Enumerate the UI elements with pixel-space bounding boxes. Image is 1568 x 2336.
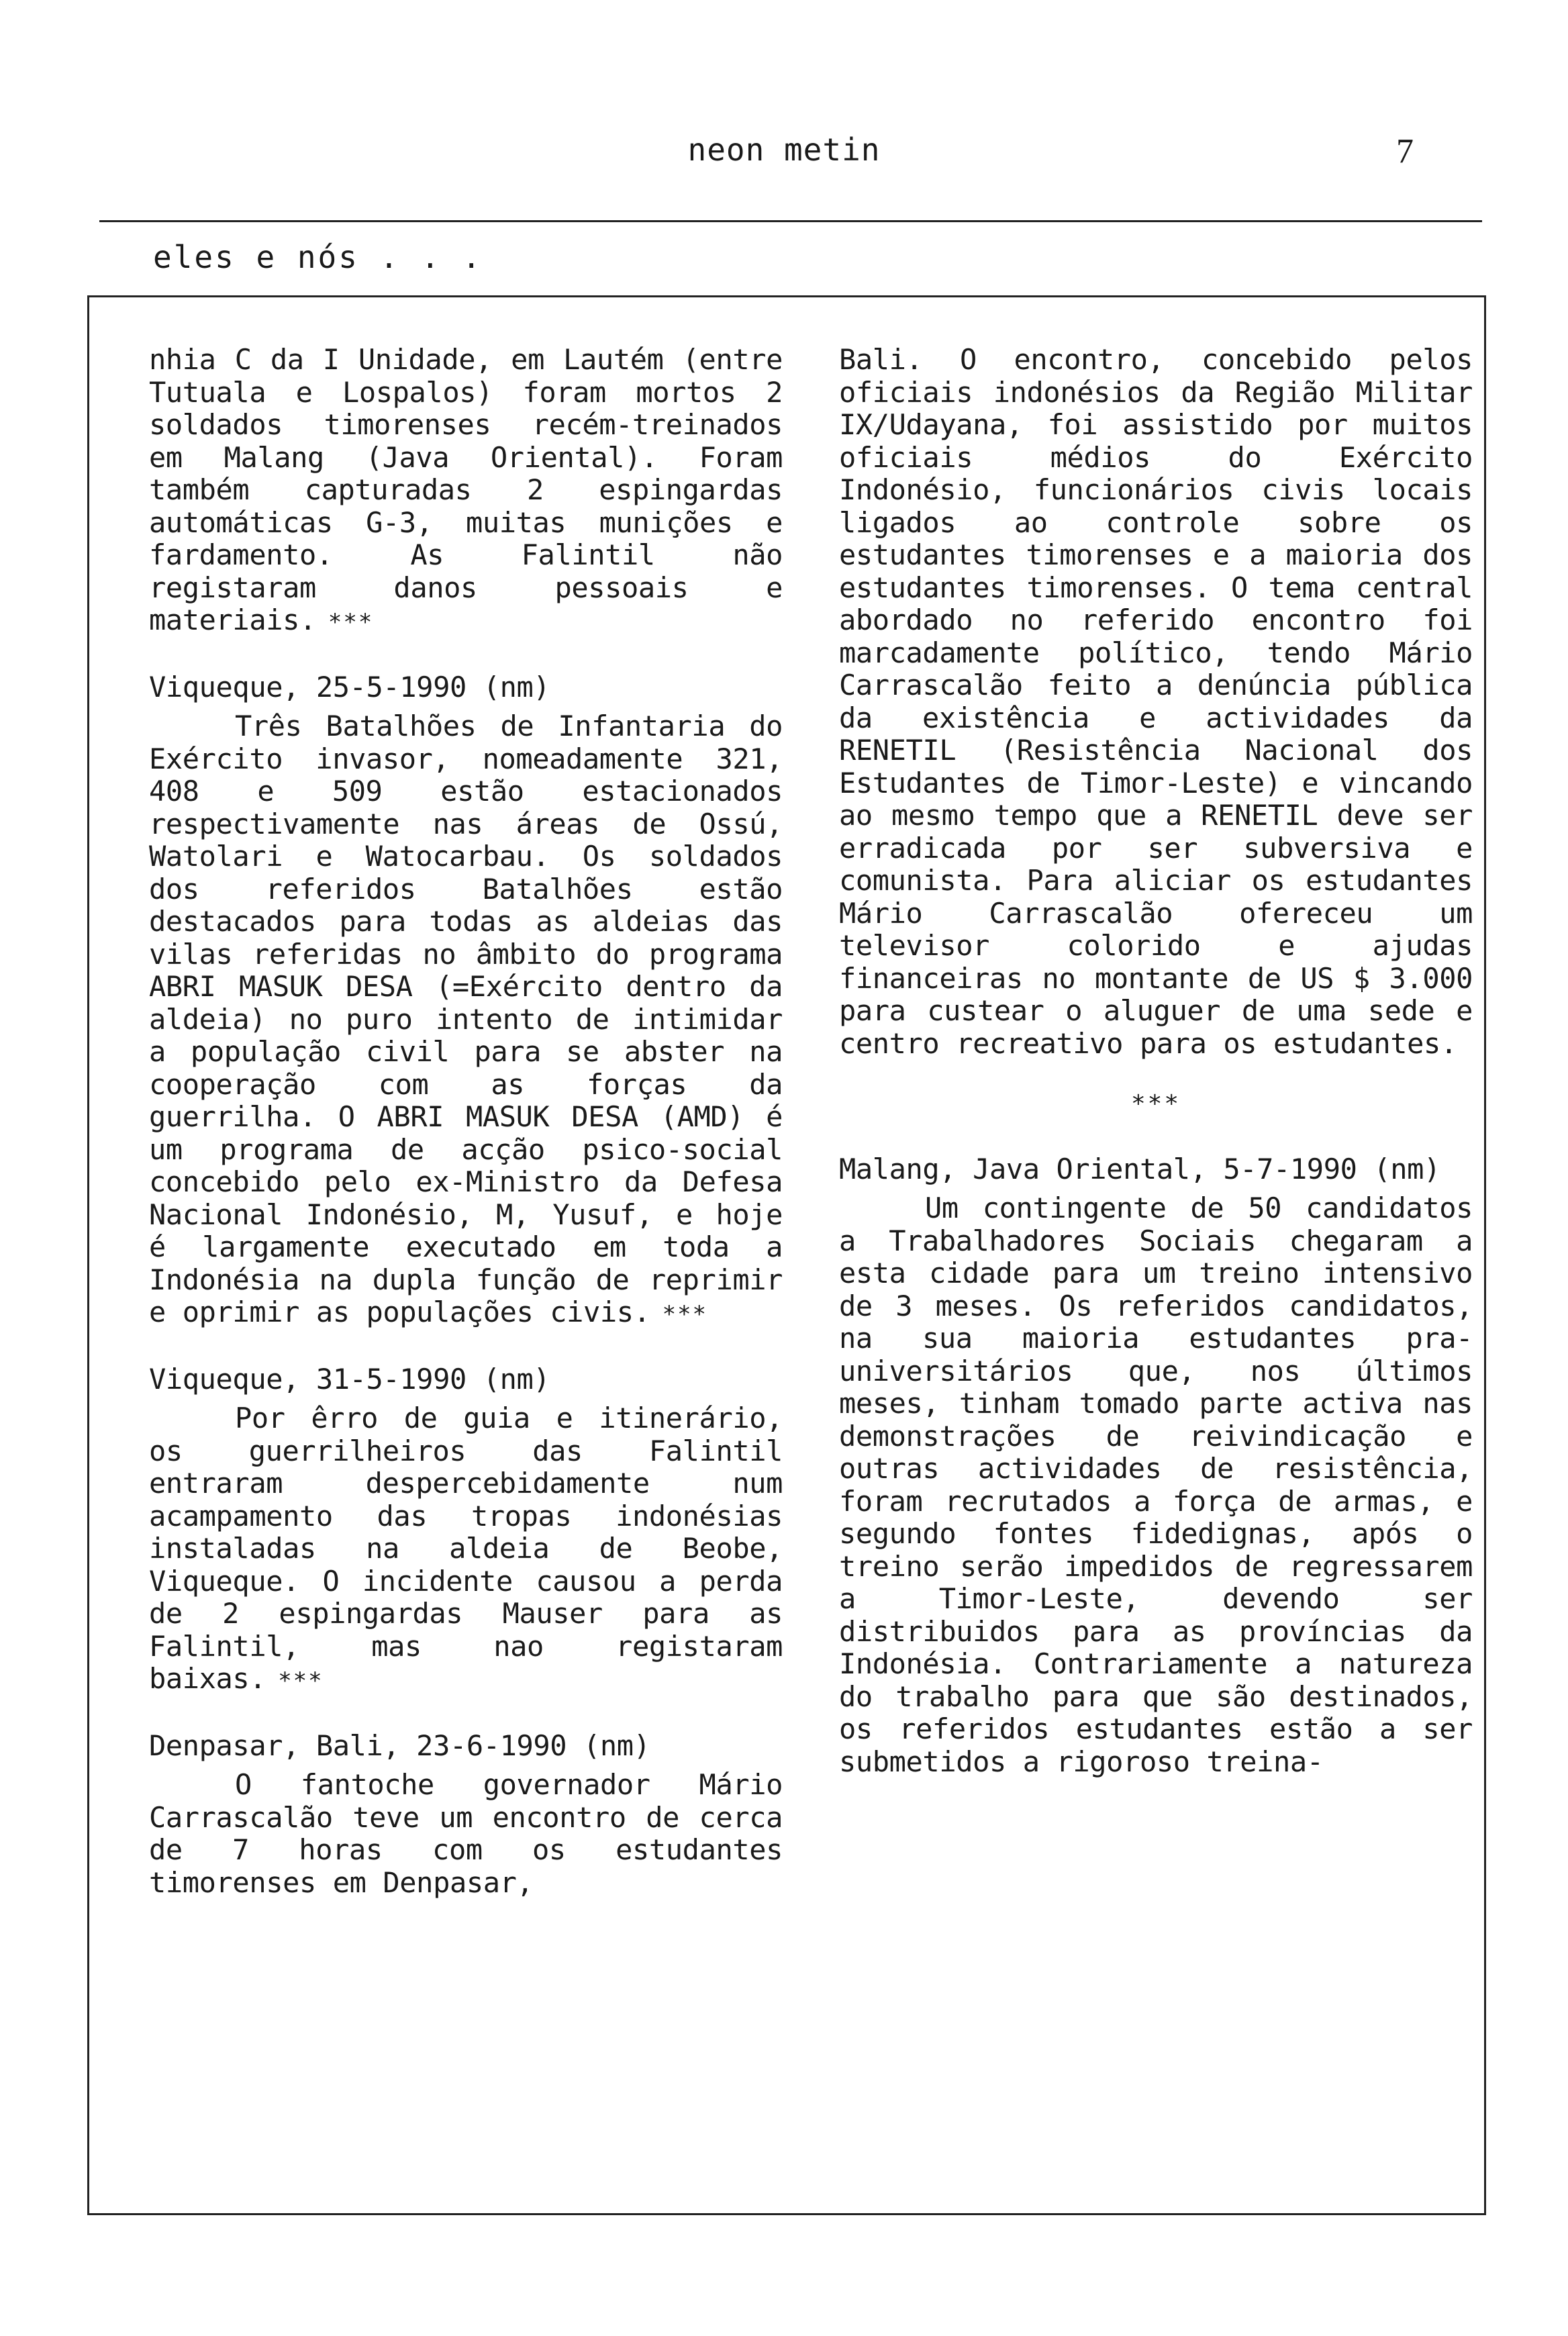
end-mark: *** [662,1301,708,1328]
dateline: Viqueque, 25-5-1990 (nm) [149,670,550,703]
section-title: eles e nós . . . [153,239,483,275]
right-column [839,344,1473,1778]
dateline: Denpasar, Bali, 23-6-1990 (nm) [149,1729,650,1762]
page-number: 7 [1396,132,1414,171]
continuation-text: nhia C da I Unidade, em Lautém (entre Tutuala e Lospalos) foram mortos 2 soldados timorenses recém-treinados em Malang (Java Oriental). Foram também capturadas 2 espingardas automáticas G-3, muitas munições e fardamento. As Falintil não registaram danos pessoais e materiais. [149,343,783,636]
end-mark: *** [1130,1090,1181,1118]
article-body: Por êrro de guia e itinerário, os guerrilheiros das Falintil entraram despercebidamente num acampamento das tropas indonésias instaladas na aldeia de Beobe, Viqueque. O incidente causou a perda de 2 espingardas Mauser para as Falintil, mas nao registaram baixas. [149,1402,783,1695]
left-column [149,344,783,1899]
header-divider [99,220,1482,222]
end-mark: *** [278,1667,324,1694]
paragraph [149,1402,783,1698]
dateline: Viqueque, 31-5-1990 (nm) [149,1362,550,1396]
continuation-text: Bali. O encontro, concebido pelos oficiais indonésios da Região Militar IX/Udayana, foi assistido por muitos oficiais médios do Exército Indonésio, funcionários civis locais ligados ao controle sobre os estudantes timorenses e a maioria dos estudantes timorenses. O tema central abordado no referido encontro foi marcadamente político, tendo Mário Carrascalão feito a denúncia pública da existência e actividades da RENETIL (Resistência Nacional dos Estudantes de Timor-Leste) e vincando ao mesmo tempo que a RENETIL deve ser erradicada por ser subversiva e comunista. Para aliciar os estudantes Mário Carrascalão ofereceu um televisor colorido e ajudas financeiras no montante de US $ 3.000 para custear o aluguer de uma sede e centro recreativo para os estudantes. [839,343,1473,1060]
paragraph [149,344,783,639]
end-mark: *** [328,609,374,636]
article-body: Um contingente de 50 candidatos a Trabalhadores Sociais chegaram a esta cidade para um treino intensivo de 3 meses. Os referidos candidatos, na sua maioria estudantes pra-universitários que, nos últimos meses, tinham tomado parte activa nas demonstrações de reivindicação e outras actividades de resistência, foram recrutados a força de armas, e segundo fontes fidedignas, após o treino serão impedidos de regressarem a Timor-Leste, devendo ser distribuidos para as províncias da Indonésia. Contrariamente a natureza do trabalho para que são destinados, os referidos estudantes estão a ser submetidos a rigoroso treina- [839,1191,1473,1778]
dateline: Malang, Java Oriental, 5-7-1990 (nm) [839,1152,1440,1185]
page-header-title: neon metin [687,132,881,168]
article-body: Três Batalhões de Infantaria do Exército invasor, nomeadamente 321, 408 e 509 estão estacionados respectivamente nas áreas de Ossú, Watolari e Watocarbau. Os soldados dos referidos Batalhões estão destacados para todas as aldeias das vilas referidas no âmbito do programa ABRI MASUK DESA (=Exército dentro da aldeia) no puro intento de intimidar a população civil para se abster na cooperação com as forças da guerrilha. O ABRI MASUK DESA (AMD) é um programa de acção psico-social concebido pelo ex-Ministro da Defesa Nacional Indonésio, M, Yusuf, e hoje é largamente executado em toda a Indonésia na dupla função de reprimir e oprimir as populações civis. [149,710,783,1328]
paragraph [149,710,783,1331]
article-body: O fantoche governador Mário Carrascalão teve um encontro de cerca de 7 horas com os estudantes timorenses em Denpasar, [149,1768,783,1899]
